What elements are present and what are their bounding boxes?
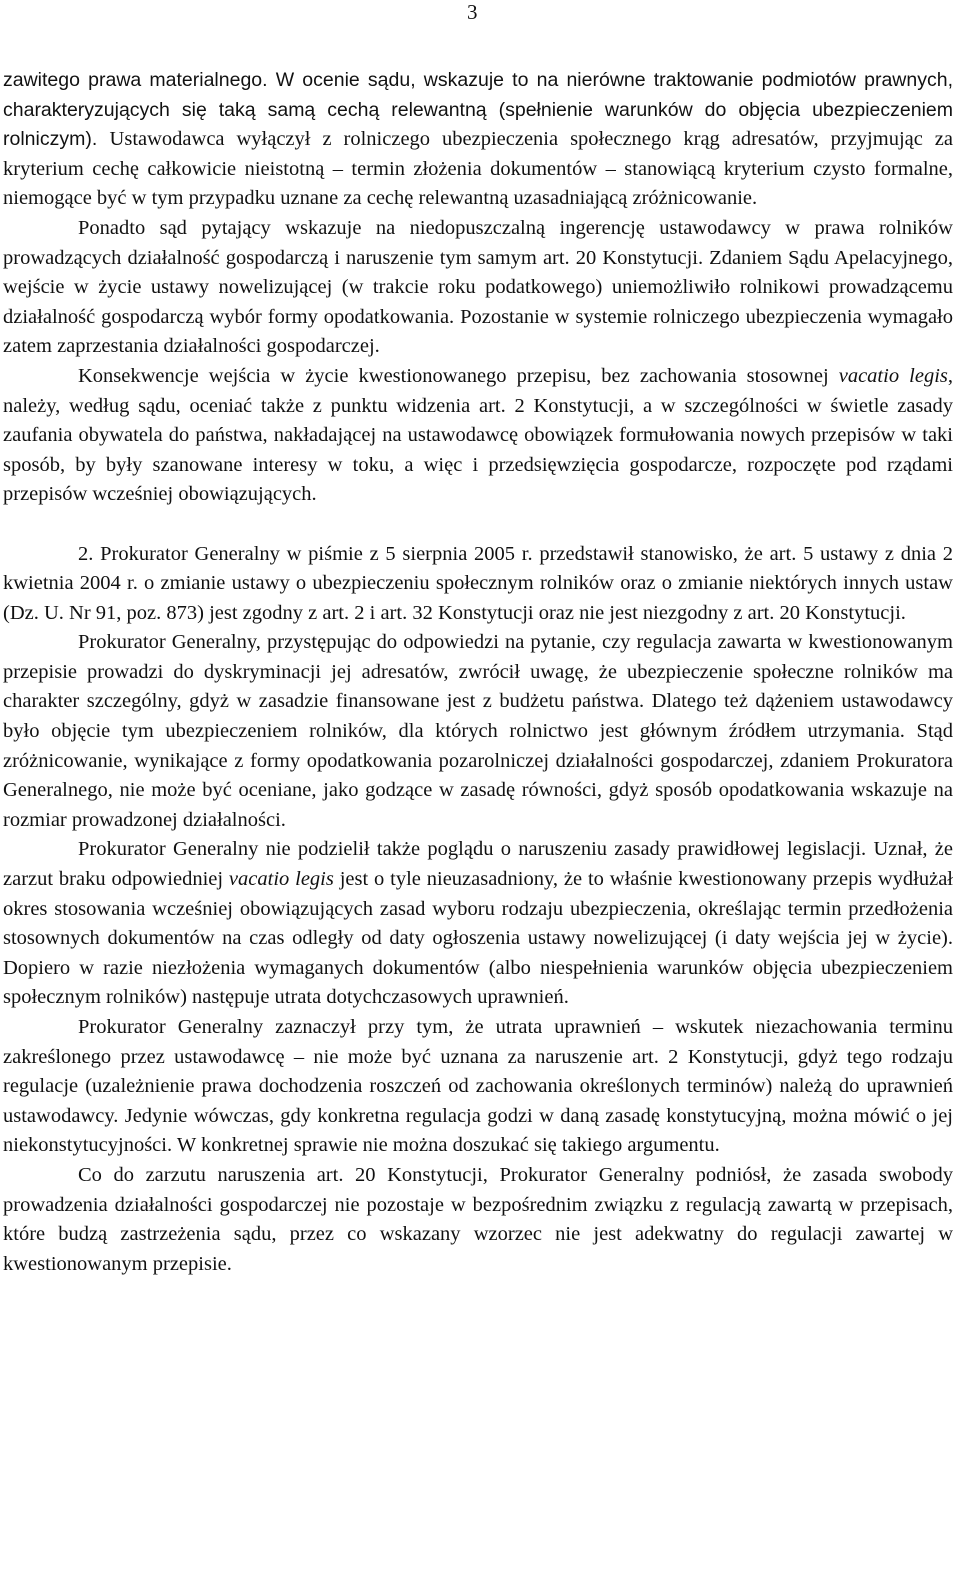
text-segment: Prokurator Generalny zaznaczył przy tym, że utrata uprawnień – wskutek niezachowania terminu zakreślonego przez ustawodawcę – nie może być uznana za naruszenie art. 2 Konstytucji, gdyż tego rodzaju regulacje (uzależnienie prawa dochodzenia roszczeń od zachowania określonych terminów) należą do uprawnień ustawodawcy. Jedynie wówczas, gdy konkretna regulacja godzi w daną zasadę konstytucyjną, można mówić o jej niekonstytucyjności. W konkretnej sprawie nie można doszukać się takiego argumentu. [3, 1016, 953, 1157]
paragraph [3, 540, 953, 629]
text-segment: Prokurator Generalny, przystępując do odpowiedzi na pytanie, czy regulacja zawarta w kwestionowanym przepisie prowadzi do dyskryminacji jej adresatów, zwrócił uwagę, że ubezpieczenie społeczne rolników ma charakter szczególny, gdyż w zasadzie finansowane jest z budżetu państwa. Dlatego też dążeniem ustawodawcy było objęcie tym ubezpieczeniem rolników, dla których rolnictwo jest głównym źródłem utrzymania. Stąd zróżnicowanie, wynikające z formy opodatkowania pozarolniczej działalności gospodarczej, zdaniem Prokuratora Generalnego, nie może być oceniane, jako godzące w zasadę równości, gdyż sposób opodatkowania wskazuje na rozmiar prowadzonej działalności. [3, 631, 953, 831]
paragraph [3, 362, 953, 510]
document-body [3, 66, 953, 1279]
text-segment: 2. Prokurator Generalny w piśmie z 5 sierpnia 2005 r. przedstawił stanowisko, że art. 5 ustawy z dnia 2 kwietnia 2004 r. o zmianie ustawy o ubezpieczeniu społecznym rolników oraz o zmianie niektórych innych ustaw (Dz. U. Nr 91, poz. 873) jest zgodny z art. 2 i art. 32 Konstytucji oraz nie jest niezgodny z art. 20 Konstytucji. [3, 542, 953, 624]
text-segment: Ponadto sąd pytający wskazuje na niedopuszczalną ingerencję ustawodawcy w prawa rolników prowadzących działalność gospodarczą i naruszenie tym samym art. 20 Konstytucji. Zdaniem Sądu Apelacyjnego, wejście w życie ustawy nowelizującej (w trakcie roku podatkowego) uniemożliwiło rolnikowi prowadzącemu działalność gospodarczą wybór formy opodatkowania. Pozostanie w systemie rolniczego ubezpieczenia wymagało zatem zaprzestania działalności gospodarczej. [3, 216, 953, 358]
paragraph [3, 1013, 953, 1161]
paragraph [3, 835, 953, 1013]
paragraph-gap [3, 510, 953, 540]
text-segment: jest o tyle nieuzasadniony, że to właśnie kwestionowany przepis wydłużał okres stosowania wcześniej obowiązujących zasad wyboru rodzaju ubezpieczenia, określając termin przedłożenia stosownych dokumentów na czas odległy od daty ogłoszenia ustawy nowelizującej (i daty wejścia jej w życie). Dopiero w razie niezłożenia wymaganych dokumentów (albo niespełnienia warunków objęcia ubezpieczeniem społecznym rolników) następuje utrata dotychczasowych uprawnień. [3, 868, 953, 1009]
paragraph [3, 1161, 953, 1279]
text-segment: Co do zarzutu naruszenia art. 20 Konstytucji, Prokurator Generalny podniósł, że zasada swobody prowadzenia działalności gospodarczej nie pozostaje w bezpośrednim związku z regulacją zawartą w przepisach, które budzą zastrzeżenia sądu, przez co wskazany wzorzec nie jest adekwatny do regulacji zawartej w kwestionowanym przepisie. [3, 1163, 953, 1275]
text-segment: Konsekwencje wejścia w życie kwestionowanego przepisu, bez zachowania stosownej [78, 364, 839, 387]
italic-term: vacatio legis [228, 868, 334, 891]
text-segment: Prokurator Generalny nie podzielił także poglądu o naruszeniu zasady prawidłowej legislacji. Uznał, że zarzut braku odpowiedniej [3, 838, 953, 891]
italic-term: vacatio legis [838, 364, 948, 387]
page-number: 3 [467, 0, 478, 24]
text-segment: Ustawodawca wyłączył z rolniczego ubezpieczenia społecznego krąg adresatów, przyjmując za kryterium cechę całkowicie nieistotną – termin złożenia dokumentów – stanowiącą kryterium czysto formalne, niemogące być w tym przypadku uznane za cechę relewantną uzasadniającą zróżnicowanie. [3, 128, 954, 210]
text-segment: zawitego prawa materialnego. W ocenie sądu, wskazuje to na nierówne traktowanie podmiotów prawnych, charakteryzujących się taką samą cechą relewantną (spełnienie warunków do objęcia ubezpieczeniem rolniczym). [3, 69, 953, 151]
paragraph [3, 66, 953, 214]
paragraph [3, 628, 953, 835]
paragraph [3, 214, 953, 362]
text-segment: , należy, według sądu, oceniać także z punktu widzenia art. 2 Konstytucji, a w szczególności w świetle zasady zaufania obywatela do państwa, nakładającej na ustawodawcę obowiązek formułowania nowych przepisów w taki sposób, by były szanowane interesy w toku, a więc i przedsięwzięcia gospodarcze, rozpoczęte pod rządami przepisów wcześniej obowiązujących. [3, 364, 953, 506]
